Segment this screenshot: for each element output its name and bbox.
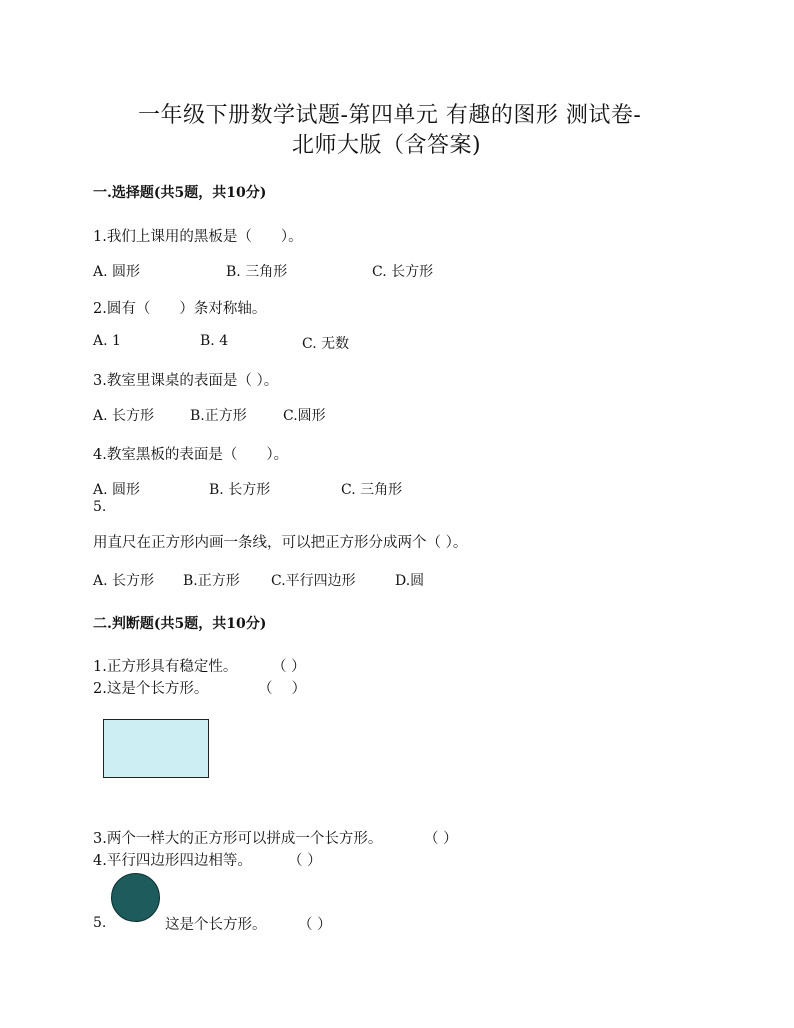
question-3-option-c: C.圆形 — [283, 408, 326, 424]
question-5-option-d: D.圆 — [395, 573, 425, 589]
question-4-option-c: C. 三角形 — [341, 482, 403, 498]
question-1-option-a: A. 圆形 — [93, 264, 141, 280]
question-3-option-a: A. 长方形 — [93, 408, 155, 424]
question-5-option-a: A. 长方形 — [93, 573, 155, 589]
question-1-stem: 1.我们上课用的黑板是（ ）。 — [93, 229, 303, 245]
question-2-option-a: A. 1 — [93, 333, 121, 349]
circle-figure — [111, 873, 160, 922]
judgement-3-text: 3.两个一样大的正方形可以拼成一个长方形。 — [93, 831, 383, 847]
section-heading-judgement: 二.判断题(共5题，共10分) — [93, 616, 267, 632]
question-1-option-b: B. 三角形 — [226, 264, 288, 280]
judgement-2-paren: （ ） — [258, 681, 307, 697]
question-3-stem: 3.教室里课桌的表面是（ ）。 — [93, 373, 279, 389]
judgement-4-paren: （ ） — [288, 853, 322, 869]
question-2-stem: 2.圆有（ ）条对称轴。 — [93, 301, 267, 317]
judgement-3-paren: （ ） — [424, 831, 458, 847]
judgement-5-paren: （ ） — [298, 917, 332, 933]
section-heading-choice: 一.选择题(共5题，共10分) — [93, 185, 267, 201]
question-4-option-b: B. 长方形 — [209, 482, 271, 498]
judgement-1-paren: （ ） — [272, 659, 306, 675]
judgement-4-text: 4.平行四边形四边相等。 — [93, 853, 252, 869]
paper-title-line1: 一年级下册数学试题-第四单元 有趣的图形 测试卷- — [138, 103, 642, 128]
question-5-stem: 用直尺在正方形内画一条线，可以把正方形分成两个（ ）。 — [93, 535, 468, 551]
question-2-option-b: B. 4 — [200, 333, 229, 349]
judgement-2-text: 2.这是个长方形。 — [93, 681, 209, 697]
paper-title-line2: 北师大版（含答案) — [292, 133, 482, 158]
rectangle-figure — [103, 719, 209, 778]
question-4-option-a: A. 圆形 — [93, 482, 141, 498]
judgement-1-text: 1.正方形具有稳定性。 — [93, 659, 238, 675]
question-4-stem: 4.教室黑板的表面是（ ）。 — [93, 447, 289, 463]
question-5-option-c: C.平行四边形 — [271, 573, 356, 589]
judgement-5-number: 5. — [93, 915, 107, 931]
question-1-option-c: C. 长方形 — [372, 264, 434, 280]
question-5-option-b: B.正方形 — [183, 573, 240, 589]
question-2-option-c: C. 无数 — [302, 336, 350, 352]
question-3-option-b: B.正方形 — [190, 408, 247, 424]
judgement-5-text: 这是个长方形。 — [165, 917, 267, 933]
question-5-number: 5. — [93, 499, 107, 515]
